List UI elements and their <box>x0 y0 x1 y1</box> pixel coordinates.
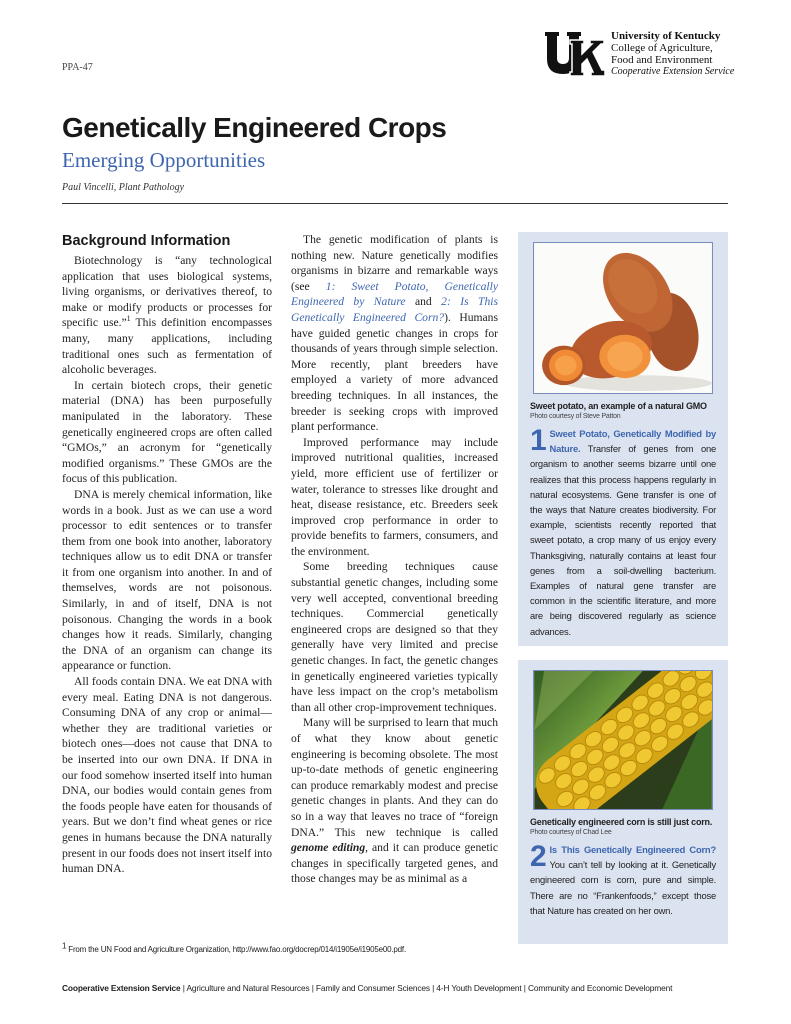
page-title: Genetically Engineered Crops <box>62 112 447 143</box>
footer-programs: | Agriculture and Natural Resources | Family and Consumer Sciences | 4-H Youth Development | Community and Economic Development <box>180 983 673 993</box>
photo-credit: Photo courtesy of Steve Patton <box>530 413 621 420</box>
sidebar-box-1 <box>518 232 728 646</box>
box-number: 1 <box>530 424 547 457</box>
section-heading: Background Information <box>62 233 231 249</box>
author-line: Paul Vincelli, Plant Pathology <box>62 182 185 193</box>
paragraph: The genetic modification of plants is nothing new. Nature genetically modifies organisms in bizarre and remarkable ways (see 1: Sweet Potato, Genetically Engineered by Nature and 2: Is This Genetically Engineered Corn?). Humans have guided genetic changes in crops for thousands of years through simple selection. More recently, plant breeders have employed a variety of more advanced breeding techniques. In all instances, the breeder is seeking crops with improved plant performance. <box>291 233 498 434</box>
university-name: University of Kentucky <box>611 30 721 42</box>
college-line-2: Food and Environment <box>611 54 713 66</box>
photo-caption: Genetically engineered corn is still just corn. <box>530 817 713 827</box>
column-1 <box>62 232 272 877</box>
paragraph: All foods contain DNA. We eat DNA with every meal. Eating DNA is not dangerous. Consuming DNA of any crop or animal—whether they are traditional varieties or biotech ones—does not cause that DNA to be inserted into our own DNA. If DNA in our food somehow inserted itself into human DNA, our bodies would contain genes from the foods people have eaten for thousands of years. But we don’t find wheat genes or rice genes in humans because the DNA naturally present in our foods does not insert itself into human DNA. <box>62 675 272 876</box>
paragraph: In certain biotech crops, their genetic material (DNA) has been purposefully manipulated in the laboratory. These genetically engineered crops are often called “GMOs,” an acronym for “genetically modified organisms.” These GMOs are the focus of this publication. <box>62 378 272 486</box>
publication-code: PPA-47 <box>62 62 93 73</box>
header-rule <box>62 203 728 204</box>
photo-caption: Sweet potato, an example of a natural GMO <box>530 401 707 411</box>
box-2-link[interactable]: 2: Is This Genetically Engineered Corn? <box>291 295 498 324</box>
footnote-ref[interactable]: 1 <box>126 314 131 324</box>
sidebar-box-2 <box>518 660 728 944</box>
footer-org: Cooperative Extension Service <box>62 983 181 993</box>
sweet-potato-photo <box>533 242 713 394</box>
service-name: Cooperative Extension Service <box>611 66 735 77</box>
page-footer <box>62 983 672 993</box>
box-heading: Sweet Potato, Genetically Modified by Nature. <box>549 428 716 455</box>
corn-photo <box>533 670 713 810</box>
paragraph: Some breeding techniques cause substantial genetic changes, including some very well accepted, conventional breeding techniques. Commercial genetically engineered crops are designed so that they generally have very limited and precise genetic changes. In fact, the genetic changes in genetically engineered varieties typically have less impact on the crop’s metabolism than all other crop-improvement techniques. <box>291 560 498 714</box>
box-heading: Is This Genetically Engineered Corn? <box>549 844 716 855</box>
box-1-link[interactable]: 1: Sweet Potato, Genetically Engineered by Nature <box>291 279 498 309</box>
paragraph: DNA is merely chemical information, like words in a book. Just as we can use a word processor to edit sentences or to transfer them from one book into another, laboratory techniques allow us to edit DNA or transfer it from one organism into another. In and of themselves, words are not poisonous. Similarly, in and of itself, DNA is not poisonous. Changing the words in a book changes how it reads. Similarly, changing the DNA of an organism can change its appearance or function. <box>62 487 272 673</box>
box-number: 2 <box>530 840 547 873</box>
paragraph: Biotechnology is “any technological application that uses biological systems, living organisms, or derivatives thereof, to make or modify products or processes for specific use.”$^1$ This definition encompasses many, many applications, including traditional ones such as fermentation of alcoholic beverages. <box>62 254 272 377</box>
footnote-text[interactable]: From the UN Food and Agriculture Organization, http://www.fao.org/docrep/014/i1905e/i1905e00.pdf. <box>66 945 406 954</box>
footnote: $^1$ From the UN Food and Agriculture Organization, http://www.fao.org/docrep/014/i1905e/i1905e00.pdf. <box>62 941 406 954</box>
photo-credit: Photo courtesy of Chad Lee <box>530 829 612 836</box>
college-line-1: College of Agriculture, <box>611 42 713 54</box>
box-body: 2 Is This Genetically Engineered Corn? You can’t tell by looking at it. Genetically engineered corn is corn, pure and simple. There are no “Frankenfoods,” except those that Nature has created on her own. <box>530 840 716 916</box>
institution-block <box>611 30 734 78</box>
paragraph: Improved performance may include improved nutritional qualities, increased yield, more efficient use of fertilizer or water, tolerance to stresses like drought and heat, disease resistance, etc. Breeders seek improved crop performance in order to provide benefits to farmers, consumers, and the environment. <box>291 435 498 558</box>
genome-editing-term: genome editing <box>291 841 366 855</box>
column-2 <box>291 232 498 887</box>
paragraph: Many will be surprised to learn that much of what they know about genetic engineering is becoming obsolete. The most up-to-date methods of genetic engineering can produce remarkably modest and precise genetic changes in plants. And they can do so in a way that leaves no trace of “foreign DNA.” This new technique is called genome editing, and it can produce genetic changes in specifically targeted genes, and those changes may be as minimal as a <box>291 716 498 886</box>
uk-logo <box>544 30 606 78</box>
page-subtitle: Emerging Opportunities <box>62 148 266 172</box>
box-body: 1 Sweet Potato, Genetically Modified by Nature. Transfer of genes from one organism to another seems bizarre until one realizes that this process happens regularly in natural ecosystems. Gene transfer is one of the ways that Nature creates biodiversity. For example, scientists recently reported that sweet potato, a crop many of us enjoy every Thanksgiving, naturally contains at least four genes from a soil-dwelling bacterium. Examples of natural gene transfer are common in the scientific literature, and more are being discovered regularly as science advances. <box>530 424 716 637</box>
